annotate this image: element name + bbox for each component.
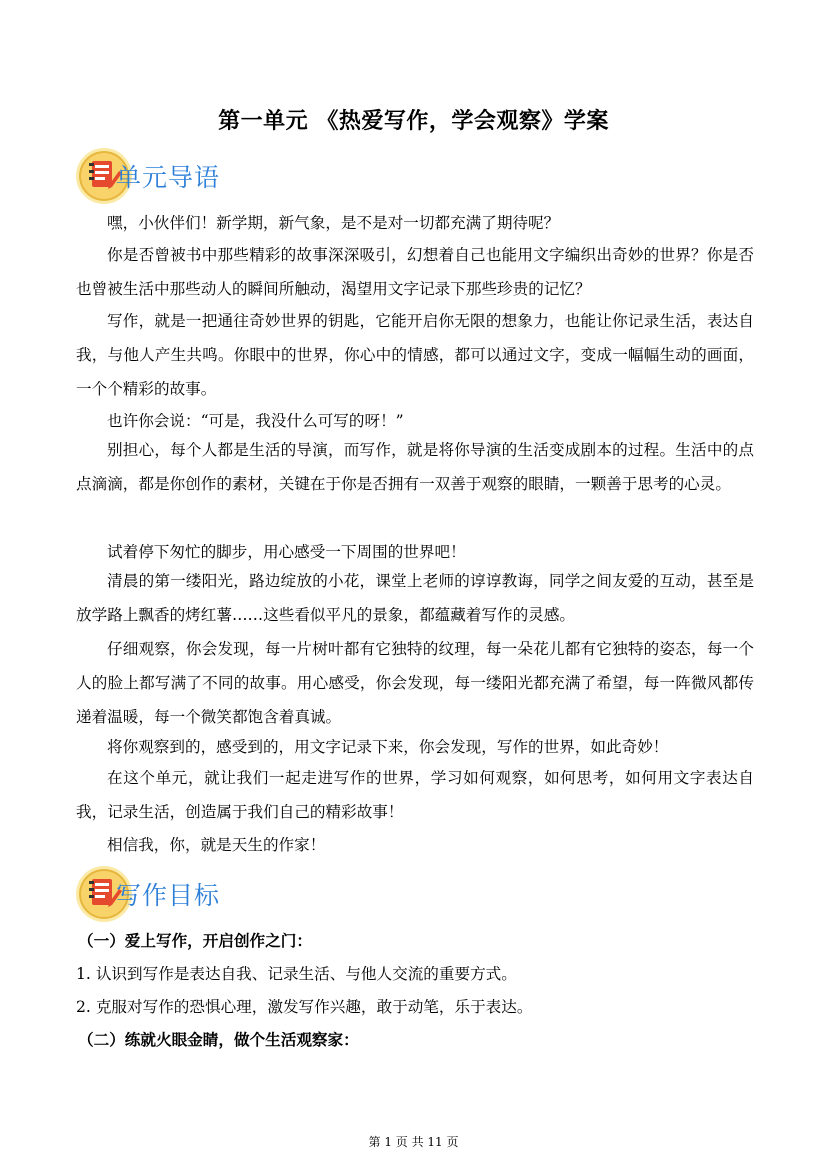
intro-paragraph: 写作，就是一把通往奇妙世界的钥匙，它能开启你无限的想象力，也能让你记录生活，表达自我，与他人产生共鸣。你眼中的世界，你心中的情感，都可以通过文字，变成一幅幅生动的画面，一个个精彩的故事。 bbox=[76, 312, 754, 398]
section-title-writing-goals: 写作目标 bbox=[116, 881, 221, 910]
goal-item: 1. 认识到写作是表达自我、记录生活、与他人交流的重要方式。 bbox=[76, 965, 517, 983]
goal-subheading: （二）练就火眼金睛，做个生活观察家： bbox=[78, 1030, 359, 1049]
goal-item: 2. 克服对写作的恐惧心理，激发写作兴趣，敢于动笔，乐于表达。 bbox=[76, 998, 533, 1016]
intro-paragraph: 清晨的第一缕阳光，路边绽放的小花，课堂上老师的谆谆教诲，同学之间友爱的互动，甚至是放学路上飘香的烤红薯……这些看似平凡的景象，都蕴藏着写作的灵感。 bbox=[76, 572, 754, 624]
page-title: 第一单元 《热爱写作，学会观察》学案 bbox=[218, 108, 609, 134]
page-footer: 第 1 页 共 11 页 bbox=[368, 1135, 459, 1149]
intro-paragraph: 将你观察到的，感受到的，用文字记录下来，你会发现，写作的世界，如此奇妙！ bbox=[107, 738, 669, 756]
goal-subheading: （一）爱上写作，开启创作之门： bbox=[78, 931, 312, 950]
intro-paragraph: 仔细观察，你会发现，每一片树叶都有它独特的纹理，每一朵花儿都有它独特的姿态，每一个人的脸上都写满了不同的故事。用心感受，你会发现，每一缕阳光都充满了希望，每一阵微风都传递着温暖，每一个微笑都饱含着真诚。 bbox=[76, 640, 754, 726]
intro-paragraph: 你是否曾被书中那些精彩的故事深深吸引，幻想着自己也能用文字编织出奇妙的世界？你是否也曾被生活中那些动人的瞬间所触动，渴望用文字记录下那些珍贵的记忆？ bbox=[76, 246, 754, 298]
intro-paragraph: 也许你会说：“可是，我没什么可写的呀！” bbox=[107, 412, 404, 430]
section-header-unit-intro bbox=[76, 148, 296, 208]
intro-paragraph: 别担心，每个人都是生活的导演，而写作，就是将你导演的生活变成剧本的过程。生活中的点点滴滴，都是你创作的素材，关键在于你是否拥有一双善于观察的眼睛，一颗善于思考的心灵。 bbox=[76, 441, 754, 493]
intro-paragraph: 试着停下匆忙的脚步，用心感受一下周围的世界吧！ bbox=[107, 543, 466, 561]
intro-paragraph: 嘿，小伙伴们！新学期，新气象，是不是对一切都充满了期待呢？ bbox=[107, 214, 560, 232]
section-title-unit-intro: 单元导语 bbox=[116, 163, 221, 192]
intro-paragraph: 相信我，你，就是天生的作家！ bbox=[107, 836, 326, 854]
intro-paragraph: 在这个单元，就让我们一起走进写作的世界，学习如何观察，如何思考，如何用文字表达自我，记录生活，创造属于我们自己的精彩故事！ bbox=[76, 769, 754, 821]
section-header-writing-goals bbox=[76, 866, 296, 926]
